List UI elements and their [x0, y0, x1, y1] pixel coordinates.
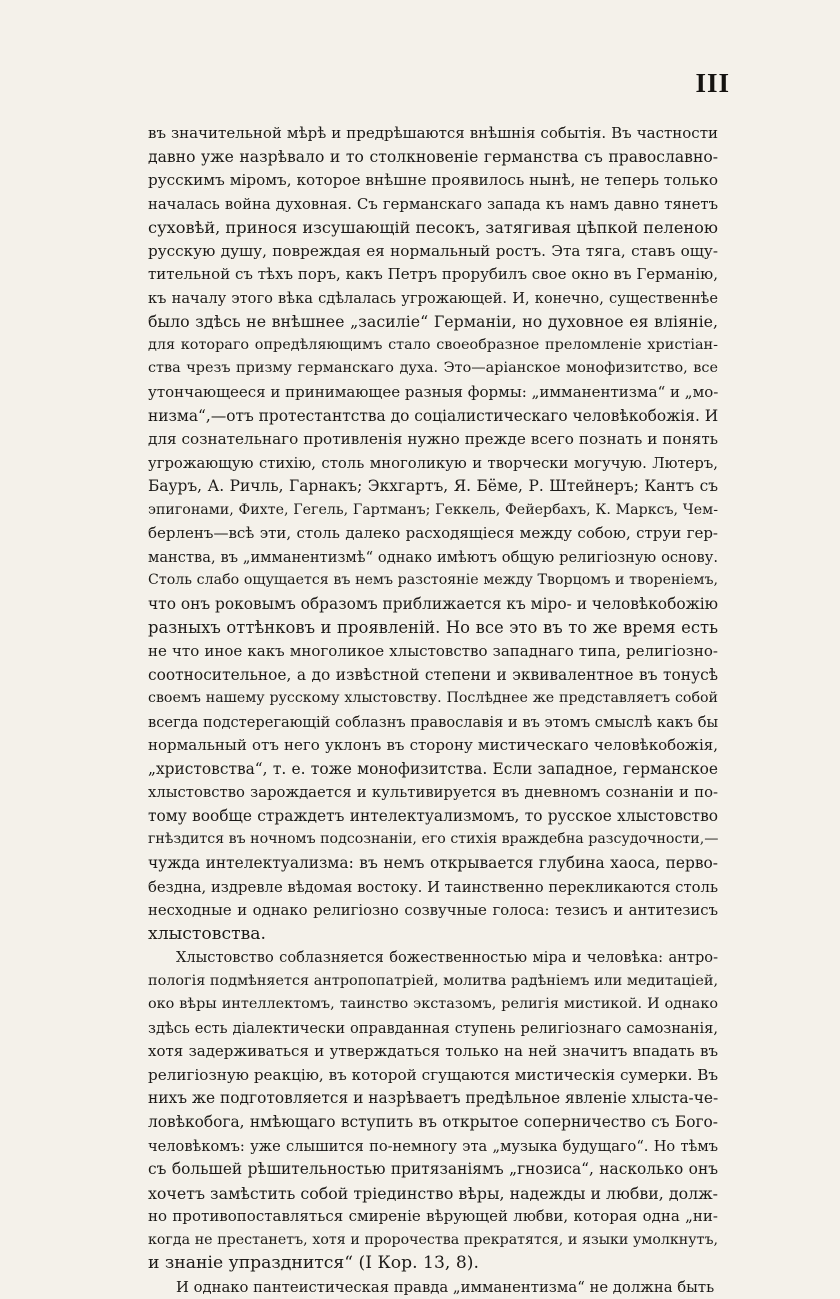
text-line: „христовства“, т. е. тоже монофизитства. Если западное, германское — [148, 759, 718, 778]
text-line: несходные и однако религіозно созвучные голоса: тезисъ и антитезисъ — [148, 902, 718, 920]
text-line: къ началу этого вѣка сдѣлалась угрожающей. И, конечно, существеннѣе — [148, 289, 718, 307]
text-line: эпигонами, Фихте, Гегель, Гартманъ; Геккель, Фейербахъ, К. Марксъ, Чем- — [148, 501, 718, 518]
text-line: нихъ же подготовляется и назрѣваетъ предѣльное явленіе хлыста-че- — [148, 1089, 718, 1108]
text-line: ства чрезъ призму германскаго духа. Это—аріанское монофизитство, все — [148, 360, 718, 377]
text-line: и знаніе упразднится“ (I Кор. 13, 8). — [148, 1253, 479, 1274]
text-line: суховѣй, принося изсушающій песокъ, затягивая цѣпкой пеленою — [148, 218, 718, 238]
text-line: съ большей рѣшительностью притязаніямъ „гнозиса“, насколько онъ — [148, 1160, 718, 1179]
text-line: ловѣкобога, нмѣющаго вступить въ открытое соперничество съ Бого- — [148, 1112, 718, 1131]
text-line: чужда интелектуализма: въ немъ открывается глубина хаоса, перво- — [148, 853, 718, 872]
text-line: око вѣры интеллектомъ, таинство экстазомъ, религія мистикой. И однако — [148, 996, 718, 1013]
text-line: человѣкомъ: уже слышится по-немногу эта „музыка будущаго“. Но тѣмъ — [148, 1137, 718, 1155]
text-line: русскую душу, повреждая ея нормальный ростъ. Эта тяга, ставъ ощу- — [148, 241, 718, 260]
text-line: что онъ роковымъ образомъ приближается къ міро- и человѣкобожію — [148, 594, 718, 613]
page-number: III — [695, 68, 730, 98]
text-line: для сознательнаго противленія нужно прежде всего познать и понять — [148, 430, 718, 449]
text-line: своемъ нашему русскому хлыстовству. Послѣднее же представляетъ собой — [148, 690, 718, 707]
text-line: давно уже назрѣвало и то столкновеніе германства съ православно- — [148, 147, 718, 166]
paragraph — [148, 1276, 718, 1299]
text-line: Бауръ, А. Ричль, Гарнакъ; Экхгартъ, Я. Бёме, Р. Штейнеръ; Кантъ съ — [148, 477, 718, 496]
text-line: не что иное какъ многоликое хлыстовство западнаго типа, религіозно- — [148, 642, 718, 661]
text-line: угрожающую стихію, столь многоликую и творчески могучую. Лютеръ, — [148, 454, 718, 472]
text-line: манства, въ „имманентизмѣ“ однако имѣютъ общую религіозную основу. — [148, 548, 718, 566]
text-line: Столь слабо ощущается въ немъ разстояніе между Творцомъ и твореніемъ, — [148, 572, 718, 589]
text-line: когда не престанетъ, хотя и пророчества прекратятся, и языки умолкнутъ, — [148, 1231, 718, 1248]
text-line: здѣсь есть діалектически оправданная ступень религіознаго самознанія, — [148, 1019, 718, 1037]
text-line: тому вообще страждетъ интелектуализмомъ, то русское хлыстовство — [148, 806, 718, 825]
paragraph — [148, 122, 718, 946]
text-line: хочетъ замѣстить собой тріединство вѣры, надежды и любви, долж- — [148, 1183, 718, 1203]
text-line: хлыстовство зарождается и культивируется въ дневномъ сознаніи и по- — [148, 784, 718, 802]
text-line: нормальный отъ него уклонъ въ сторону мистическаго человѣкобожія, — [148, 736, 718, 755]
text-line: началась война духовная. Съ германскаго запада къ намъ давно тянетъ — [148, 195, 718, 213]
text-line: въ значительной мѣрѣ и предрѣшаются внѣшнія событія. Въ частности — [148, 124, 718, 142]
text-line: тительной съ тѣхъ поръ, какъ Петръ прорубилъ свое окно въ Германію, — [148, 265, 718, 284]
text-line: Хлыстовство соблазняется божественностью міра и человѣка: антро- — [176, 949, 718, 967]
text-line: пологія подмѣняется антропопатріей, молитва радѣніемъ или медитаціей, — [148, 972, 718, 989]
text-line: было здѣсь не внѣшнее „засиліе“ Германіи, но духовное ея вліяніе, — [148, 312, 718, 332]
text-line: берленъ—всѣ эти, столь далеко расходящіеся между собою, струи гер- — [148, 524, 718, 543]
text-line: разныхъ оттѣнковъ и проявленій. Но все это въ то же время есть — [148, 618, 718, 638]
text-line: И однако пантеистическая правда „имманентизма“ не должна быть — [176, 1278, 715, 1296]
body-text — [148, 122, 718, 1299]
text-line: религіозную реакцію, въ которой сгущаются мистическія сумерки. Въ — [148, 1065, 718, 1084]
text-line: гнѣздится въ ночномъ подсознаніи, его стихія враждебна разсудочности,— — [148, 831, 718, 848]
paragraph — [148, 946, 718, 1276]
text-line: всегда подстерегающій соблазнъ православія и въ этомъ смыслѣ какъ бы — [148, 713, 718, 731]
text-line: соотносительное, а до извѣстной степени и эквивалентное въ тонусѣ — [148, 665, 718, 684]
text-line: но противопоставляться смиреніе вѣрующей любви, которая одна „ни- — [148, 1207, 718, 1226]
text-line: хотя задерживаться и утверждаться только на ней значитъ впадать въ — [148, 1042, 718, 1061]
text-line: низма“,—отъ протестантства до соціалистическаго человѣкобожія. И — [148, 406, 718, 425]
text-line: бездна, издревле вѣдомая востоку. И таинственно перекликаются столь — [148, 878, 718, 896]
text-line: для котораго опредѣляющимъ стало своеобразное преломленіе христіан- — [148, 336, 718, 353]
text-line: русскимъ міромъ, которое внѣшне проявилось нынѣ, не теперь только — [148, 171, 718, 190]
text-line: хлыстовства. — [148, 923, 266, 944]
text-line: утончающееся и принимающее разныя формы: „имманентизма“ и „мо- — [148, 383, 718, 402]
